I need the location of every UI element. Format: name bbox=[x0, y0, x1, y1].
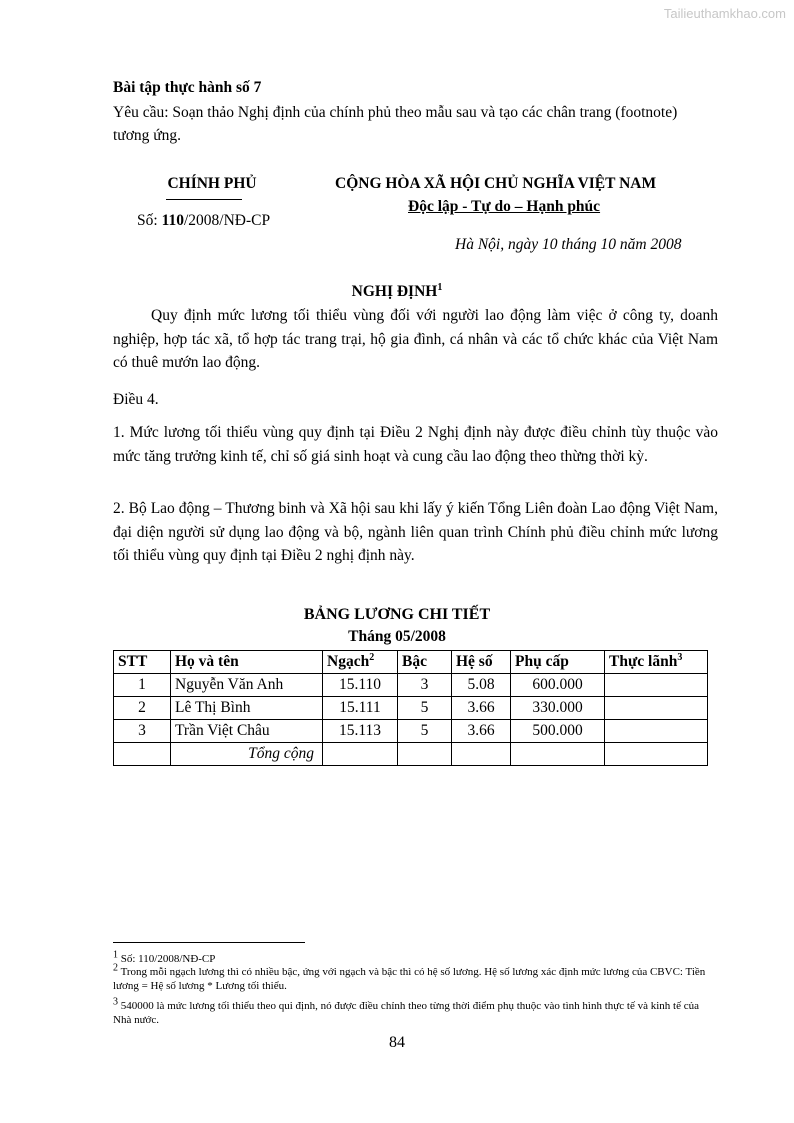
salary-table bbox=[113, 650, 708, 766]
cell-total-empty bbox=[511, 743, 605, 766]
footnote-2 bbox=[113, 962, 713, 993]
footnote-mark: 3 bbox=[113, 996, 118, 1008]
cell-name: Nguyễn Văn Anh bbox=[171, 674, 323, 697]
cell-rank: 15.110 bbox=[323, 674, 398, 697]
footnote-ref-3[interactable]: 3 bbox=[677, 651, 683, 663]
footnote-mark: 2 bbox=[113, 962, 118, 974]
footnote-ref-1[interactable]: 1 bbox=[437, 281, 443, 293]
col-net-label: Thực lãnh bbox=[609, 653, 678, 670]
cell-total-empty bbox=[323, 743, 398, 766]
article-heading: Điều 4. bbox=[113, 391, 159, 408]
col-rank-label: Ngạch bbox=[327, 653, 370, 670]
number-bold: 110 bbox=[161, 212, 184, 229]
table-row bbox=[114, 720, 708, 743]
cell-name: Trần Việt Châu bbox=[171, 720, 323, 743]
cell-stt: 2 bbox=[114, 697, 171, 720]
decree-number bbox=[137, 212, 270, 230]
total-label: Tổng cộng bbox=[171, 743, 323, 766]
decree-title-text: NGHỊ ĐỊNH bbox=[351, 283, 438, 300]
col-grade: Bậc bbox=[398, 651, 452, 674]
cell-grade: 5 bbox=[398, 697, 452, 720]
clause-2: 2. Bộ Lao động – Thương binh và Xã hội sau khi lấy ý kiến Tổng Liên đoàn Lao động Việt Nam, đại diện người sử dụng lao động và bộ, ngành liên quan trình Chính phủ điều chỉnh mức lương tối thiểu vùng quy định tại Điều 2 nghị định này. bbox=[113, 500, 718, 564]
cell-rank: 15.113 bbox=[323, 720, 398, 743]
table-header-row bbox=[114, 651, 708, 674]
cell-total-empty bbox=[452, 743, 511, 766]
footnote-text: Số: 110/2008/NĐ-CP bbox=[120, 953, 216, 965]
national-motto bbox=[408, 198, 600, 216]
exercise-requirement: Yêu cầu: Soạn thảo Nghị định của chính phủ theo mẫu sau và tạo các chân trang (footnote) tương ứng. bbox=[113, 104, 678, 144]
footnote-ref-2[interactable]: 2 bbox=[369, 651, 375, 663]
footnote-3 bbox=[113, 996, 713, 1027]
cell-allowance: 500.000 bbox=[511, 720, 605, 743]
republic-name: CỘNG HÒA XÃ HỘI CHỦ NGHĨA VIỆT NAM bbox=[335, 175, 657, 192]
cell-stt: 3 bbox=[114, 720, 171, 743]
footnote-1 bbox=[113, 949, 713, 966]
col-stt: STT bbox=[114, 651, 171, 674]
cell-coef: 3.66 bbox=[452, 720, 511, 743]
col-coef: Hệ số bbox=[452, 651, 511, 674]
col-allowance: Phụ cấp bbox=[511, 651, 605, 674]
cell-grade: 5 bbox=[398, 720, 452, 743]
cell-total-empty bbox=[114, 743, 171, 766]
footnote-text: 540000 là mức lương tối thiểu theo qui định, nó được điều chỉnh theo từng thời điểm phụ thuộc vào tình hình thực tế và kinh tế của Nhà nước. bbox=[113, 1000, 699, 1026]
exercise-title: Bài tập thực hành số 7 bbox=[113, 79, 262, 96]
agency-underline bbox=[166, 199, 242, 200]
cell-name: Lê Thị Bình bbox=[171, 697, 323, 720]
clause-1: 1. Mức lương tối thiểu vùng quy định tại Điều 2 Nghị định này được điều chỉnh tùy thuộc vào mức tăng trưởng kinh tế, chỉ số giá sinh hoạt và cung cầu lao động theo thừng thời kỳ. bbox=[113, 424, 718, 465]
cell-allowance: 600.000 bbox=[511, 674, 605, 697]
motto-text: Độc lập - Tự do – Hạnh phúc bbox=[408, 198, 601, 215]
watermark: Tailieuthamkhao.com bbox=[663, 6, 786, 21]
agency-name: CHÍNH PHỦ bbox=[167, 175, 257, 192]
table-total-row bbox=[114, 743, 708, 766]
footnote-separator bbox=[113, 942, 305, 943]
place-date: Hà Nội, ngày 10 tháng 10 năm 2008 bbox=[455, 236, 682, 253]
col-net bbox=[605, 651, 708, 674]
footnote-mark: 1 bbox=[113, 949, 118, 961]
number-prefix: Số: bbox=[137, 212, 162, 229]
cell-net bbox=[605, 674, 708, 697]
cell-total-empty bbox=[398, 743, 452, 766]
cell-net bbox=[605, 720, 708, 743]
page-number: 84 bbox=[389, 1034, 405, 1051]
col-name: Họ và tên bbox=[171, 651, 323, 674]
number-suffix: /2008/NĐ-CP bbox=[183, 212, 271, 229]
decree-intro: Quy định mức lương tối thiểu vùng đối với người lao động làm việc ở công ty, doanh nghiệp, hợp tác xã, tổ hợp tác trang trại, hộ gia đình, cá nhân và các tổ chức khác của Việt Nam có thuê mướn lao động. bbox=[113, 307, 718, 371]
col-rank bbox=[323, 651, 398, 674]
cell-coef: 3.66 bbox=[452, 697, 511, 720]
footnote-text: Trong mỗi ngạch lương thì có nhiều bậc, ứng với ngạch và bậc thì có hệ số lương. Hệ số lương xác định mức lương của CBVC: Tiền lương = Hệ số lương * Lương tối thiểu. bbox=[113, 966, 706, 992]
cell-allowance: 330.000 bbox=[511, 697, 605, 720]
cell-total-empty bbox=[605, 743, 708, 766]
cell-grade: 3 bbox=[398, 674, 452, 697]
table-row bbox=[114, 697, 708, 720]
cell-rank: 15.111 bbox=[323, 697, 398, 720]
cell-net bbox=[605, 697, 708, 720]
decree-title bbox=[0, 283, 794, 301]
table-subtitle: Tháng 05/2008 bbox=[348, 628, 446, 645]
cell-coef: 5.08 bbox=[452, 674, 511, 697]
table-row bbox=[114, 674, 708, 697]
table-title: BẢNG LƯƠNG CHI TIẾT bbox=[303, 606, 491, 623]
cell-stt: 1 bbox=[114, 674, 171, 697]
